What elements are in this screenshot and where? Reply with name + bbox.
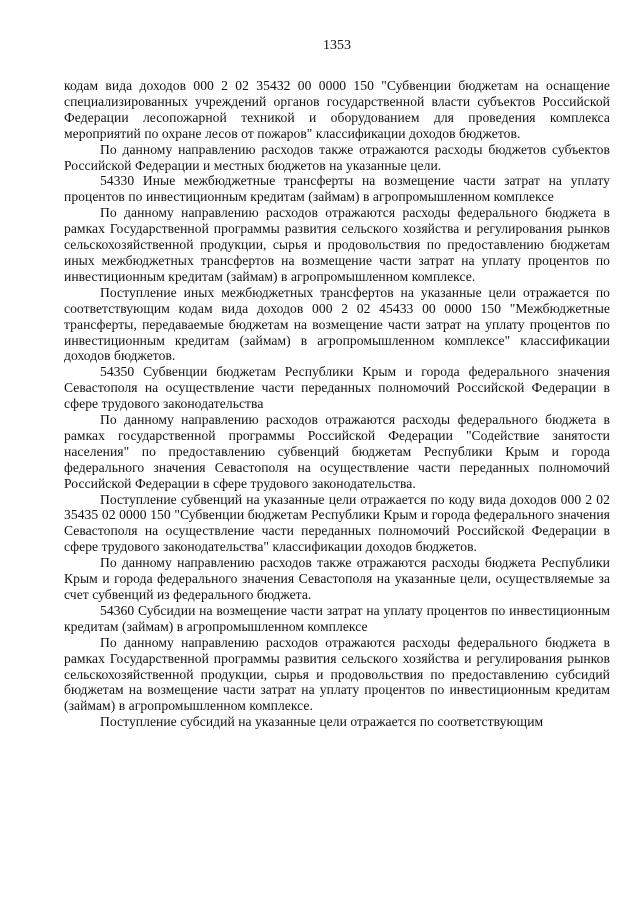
paragraph: По данному направлению расходов отражаются расходы федерального бюджета в рамках Государственной программы развития сельского хозяйства и регулирования рынков сельскохозяйственной продукции, сырья и продовольствия по предоставлению субсидий бюджетам на возмещение части затрат на уплату процентов по инвестиционным кредитам (займам) в агропромышленном комплексе. (64, 634, 610, 714)
paragraph: Поступление субсидий на указанные цели отражается по соответствующим (100, 714, 544, 730)
paragraph: По данному направлению расходов отражаются расходы федерального бюджета в рамках Государственной программы развития сельского хозяйства и регулирования рынков сельскохозяйственной продукции, сырья и продовольствия по предоставлению бюджетам иных межбюджетных трансфертов на возмещение части затрат на уплату процентов по инвестиционным кредитам (займам) в агропромышленном комплексе. (64, 205, 610, 284)
paragraph: По данному направлению расходов также отражаются расходы бюджета Республики Крым и города федерального значения Севастополя на указанные цели, осуществляемые за счет субвенций из федерального бюджета. (64, 555, 610, 602)
document-body (64, 78, 610, 730)
paragraph: По данному направлению расходов отражаются расходы федерального бюджета в рамках государственной программы Российской Федерации "Содействие занятости населения" по предоставлению субвенций бюджетам Республики Крым и города федерального значения Севастополя на осуществление части переданных полномочий Российской Федерации в сфере трудового законодательства. (64, 412, 610, 491)
paragraph: 54350 Субвенции бюджетам Республики Крым и города федерального значения Севастополя на осуществление части переданных полномочий Российской Федерации в сфере трудового законодательства (64, 364, 610, 412)
paragraph: 54330 Иные межбюджетные трансферты на возмещение части затрат на уплату процентов по инвестиционным кредитам (займам) в агропромышленном комплексе (64, 173, 610, 205)
paragraph: По данному направлению расходов также отражаются расходы бюджетов субъектов Российской Федерации и местных бюджетов на указанные цели. (64, 141, 610, 173)
paragraph: кодам вида доходов 000 2 02 35432 00 0000 150 "Субвенции бюджетам на оснащение специализированных учреждений органов государственной власти субъектов Российской Федерации лесопожарной техникой и оборудованием для проведения комплекса мероприятий по охране лесов от пожаров" классификации доходов бюджетов. (64, 78, 610, 141)
paragraph: Поступление иных межбюджетных трансфертов на указанные цели отражается по соответствующим кодам вида доходов 000 2 02 45433 00 0000 150 "Межбюджетные трансферты, передаваемые бюджетам на возмещение части затрат на уплату процентов по инвестиционным кредитам (займам) в агропромышленном комплексе" классификации доходов бюджетов. (64, 284, 610, 364)
paragraph: Поступление субвенций на указанные цели отражается по коду вида доходов 000 2 02 35435 02 0000 150 "Субвенции бюджетам Республики Крым и города федерального значения Севастополя на осуществление части переданных полномочий Российской Федерации в сфере трудового законодательства" классификации доходов бюджетов. (64, 491, 610, 555)
paragraph: 54360 Субсидии на возмещение части затрат на уплату процентов по инвестиционным кредитам (займам) в агропромышленном комплексе (64, 602, 610, 634)
page-number: 1353 (323, 38, 351, 53)
